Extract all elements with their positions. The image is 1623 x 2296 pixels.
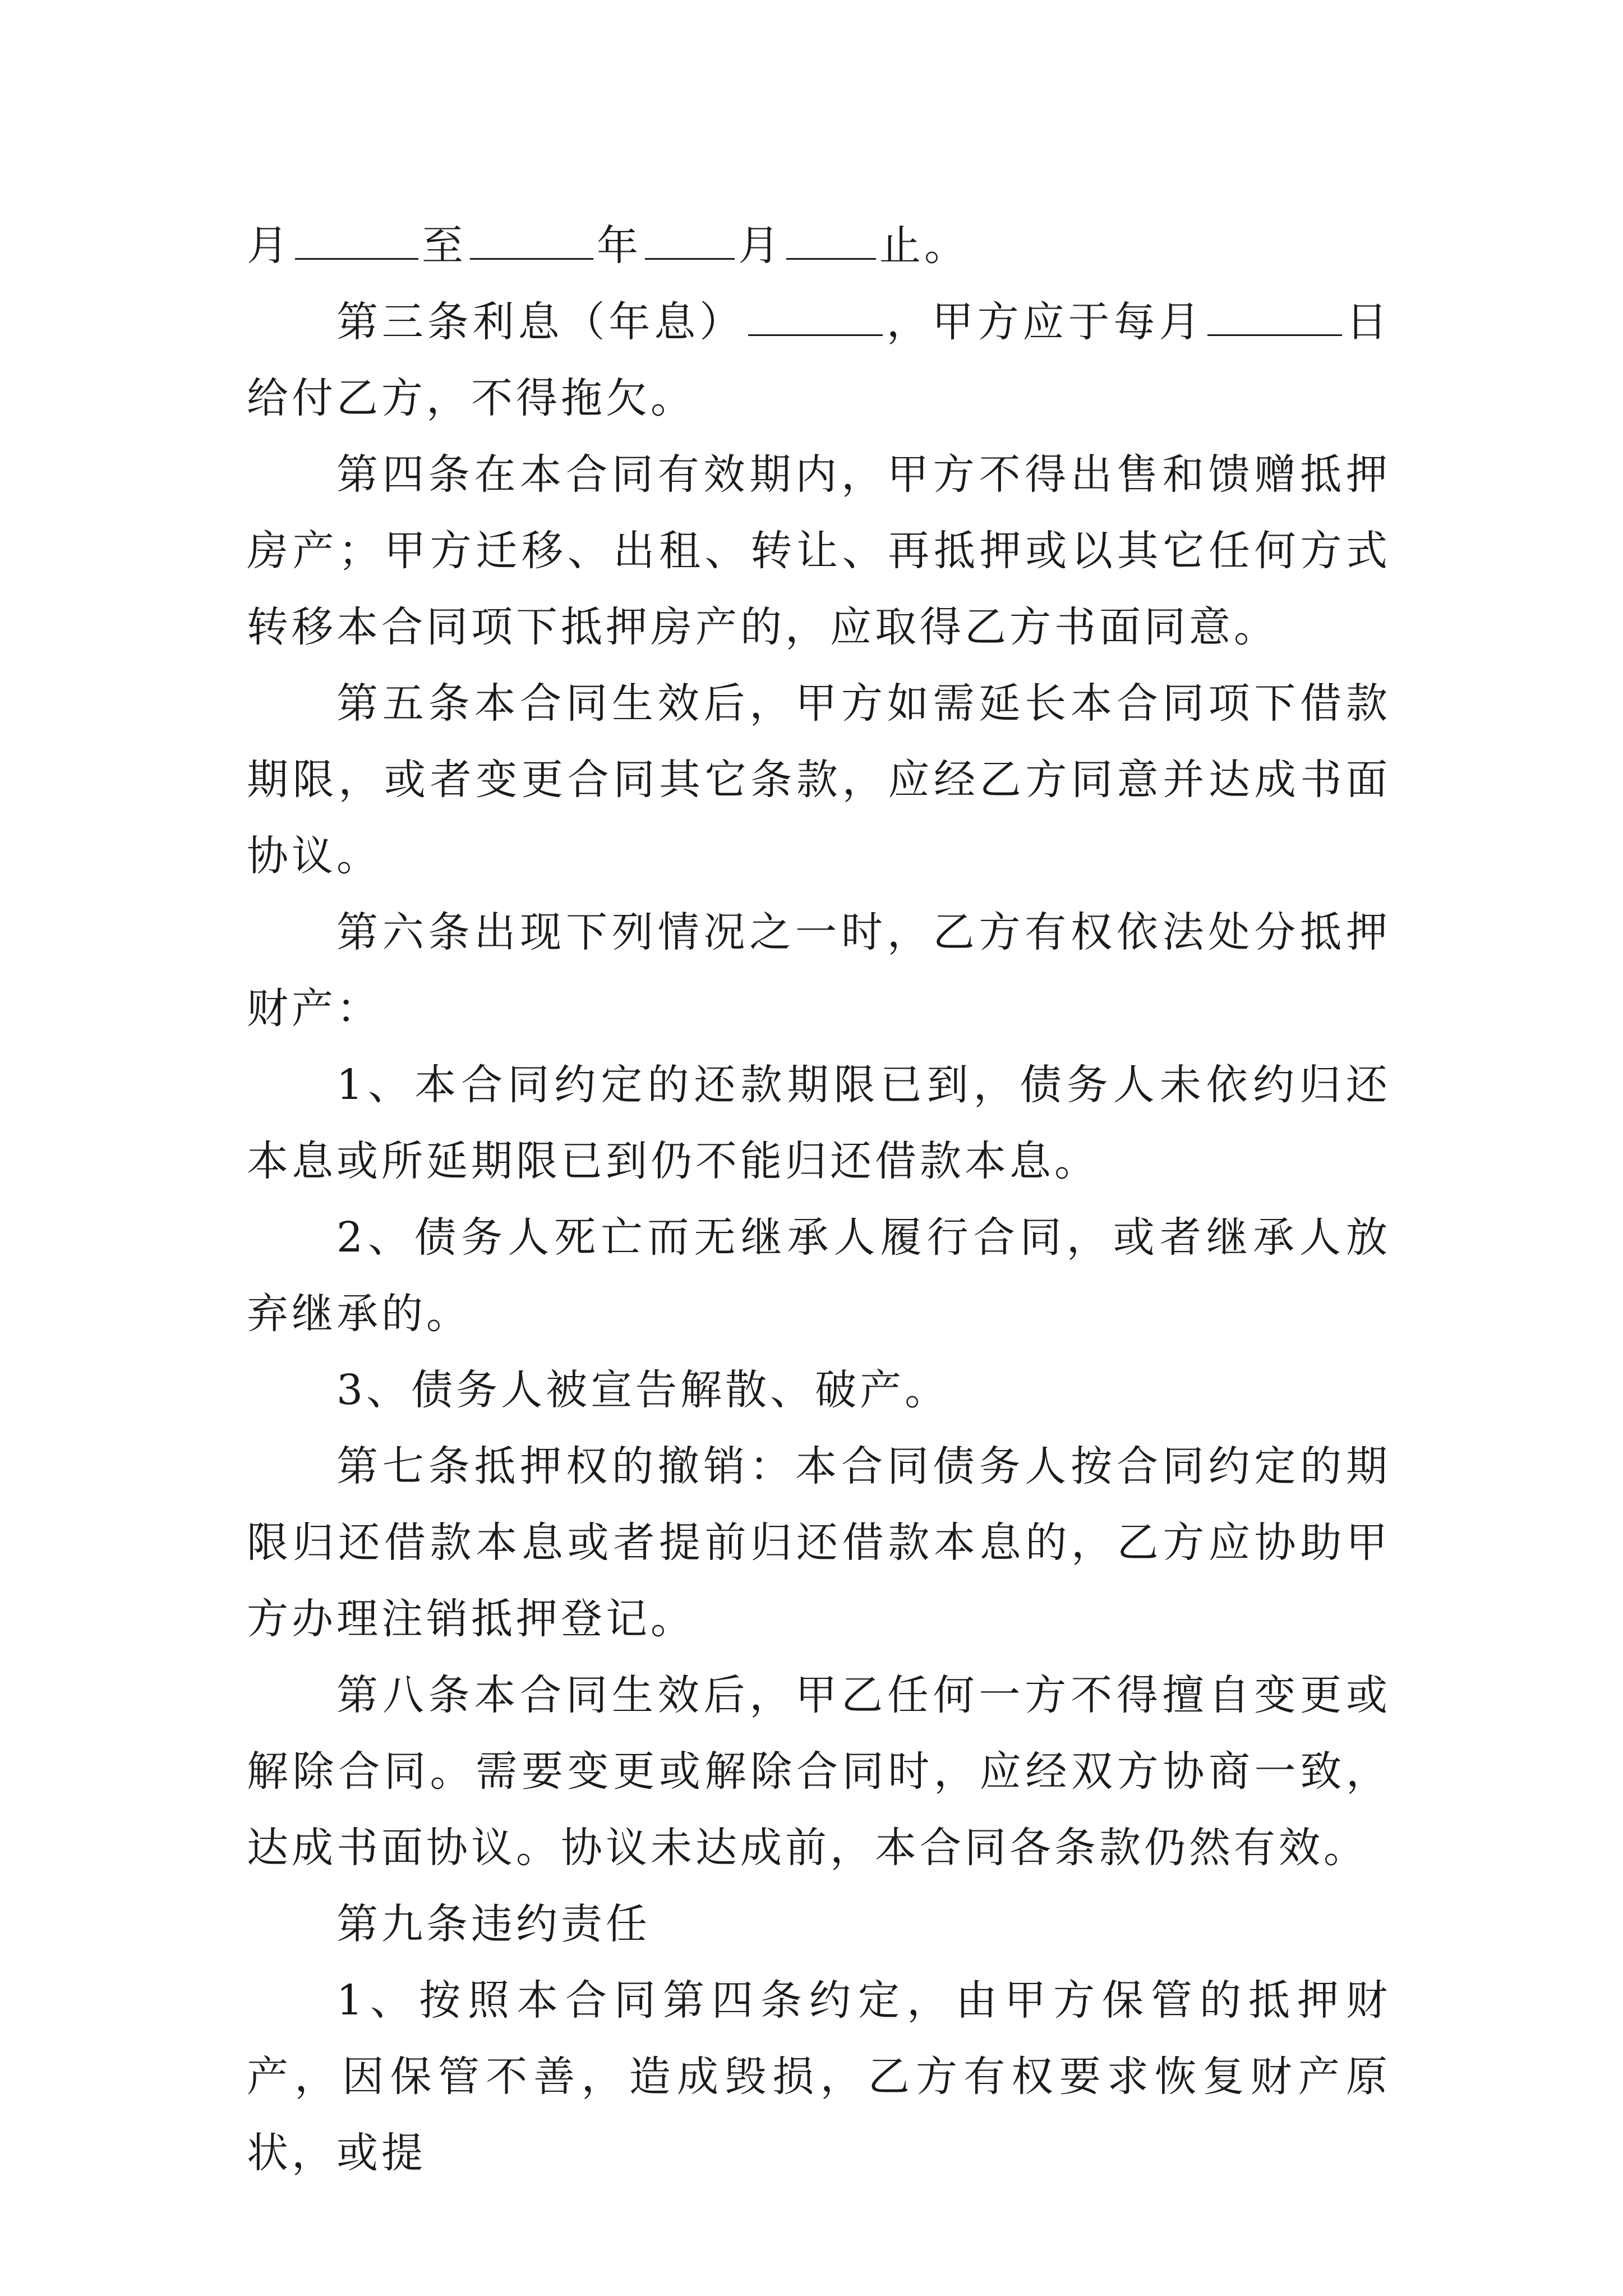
article-9-item-1: 1、按照本合同第四条约定，由甲方保管的抵押财产，因保管不善，造成毁损，乙方有权要求恢复财产原状，或提 [247,1976,1391,2177]
text-segment: 年 [597,222,642,270]
blank-line [1207,301,1342,336]
article-6-item-2: 2、债务人死亡而无继承人履行合同，或者继承人放弃继承的。 [247,1213,1391,1338]
blank-line [786,224,876,260]
article-6: 第六条出现下列情况之一时，乙方有权依法处分抵押财产： [247,908,1391,1033]
text-segment: 止。 [879,222,969,270]
blank-line [748,301,883,336]
blank-line [295,224,418,260]
article-3 [247,284,1391,436]
text-segment: 第三条利息（年息） [336,298,745,346]
article-6-item-3: 3、债务人被宣告解散、破产。 [336,1366,950,1414]
text-segment: 至 [422,222,467,270]
text-segment: 月 [738,222,783,270]
article-4: 第四条在本合同有效期内，甲方不得出售和馈赠抵押房产；甲方迁移、出租、转让、再抵押或以其它任何方式转移本合同项下抵押房产的，应取得乙方书面同意。 [247,450,1391,651]
article-8: 第八条本合同生效后，甲乙任何一方不得擅自变更或解除合同。需要变更或解除合同时，应经双方协商一致，达成书面协议。协议未达成前，本合同各条款仍然有效。 [247,1671,1391,1872]
article-5: 第五条本合同生效后，甲方如需延长本合同项下借款期限，或者变更合同其它条款，应经乙方同意并达成书面协议。 [247,679,1391,880]
document-body [247,208,1391,2191]
date-range-line [247,208,1391,284]
article-9-heading: 第九条违约责任 [336,1900,651,1948]
text-segment: ，甲方应于每月 [886,298,1205,346]
blank-line [470,224,593,260]
article-6-item-1: 1、本合同约定的还款期限已到，债务人未依约归还本息或所延期限已到仍不能归还借款本息。 [247,1061,1391,1185]
text-segment: 日给付乙方，不得拖欠。 [247,298,1391,422]
text-segment: 月 [247,222,292,270]
article-7: 第七条抵押权的撤销：本合同债务人按合同约定的期限归还借款本息或者提前归还借款本息的，乙方应协助甲方办理注销抵押登记。 [247,1442,1391,1643]
blank-line [645,224,735,260]
